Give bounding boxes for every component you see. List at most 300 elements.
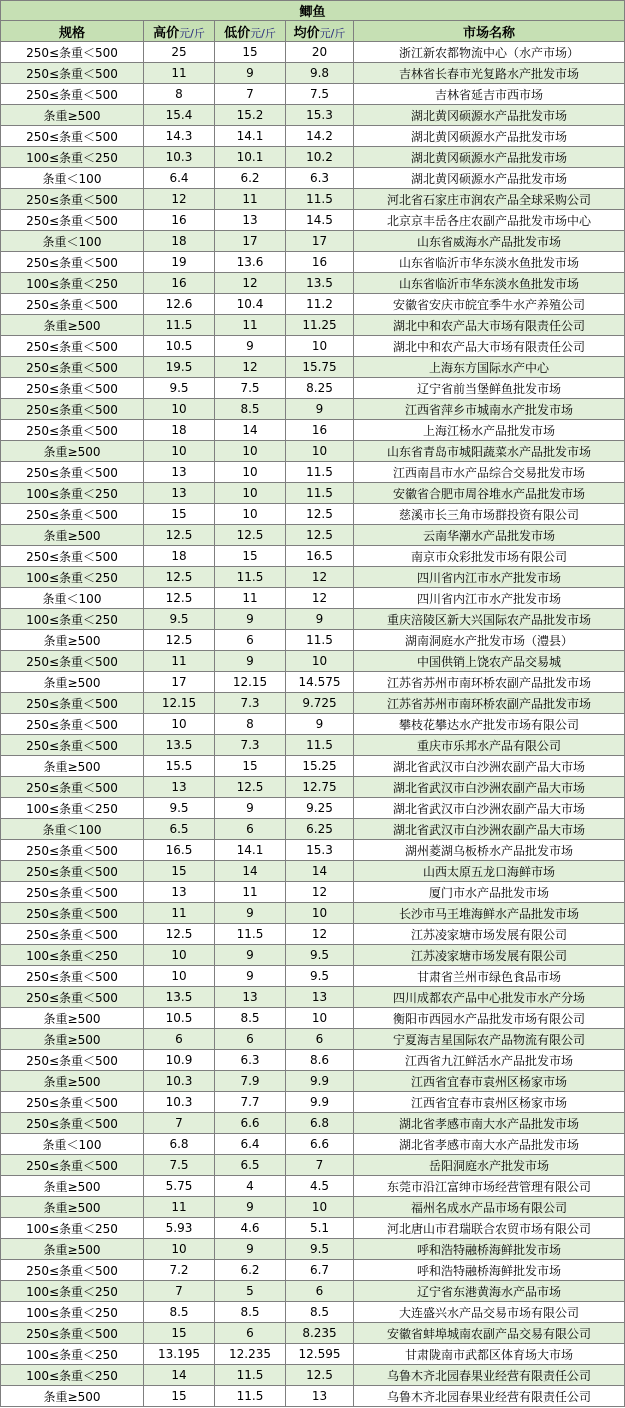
avg-price-cell: 11.25 bbox=[286, 315, 354, 336]
market-name-cell: 辽宁省前当堡鲜鱼批发市场 bbox=[354, 378, 625, 399]
high-price-cell: 11 bbox=[144, 63, 215, 84]
high-price-cell: 10.5 bbox=[144, 1008, 215, 1029]
spec-cell: 100≤条重＜250 bbox=[1, 1218, 144, 1239]
market-name-cell: 吉林省长春市光复路水产批发市场 bbox=[354, 63, 625, 84]
high-price-cell: 19.5 bbox=[144, 357, 215, 378]
high-price-cell: 7 bbox=[144, 1281, 215, 1302]
avg-price-cell: 7 bbox=[286, 1155, 354, 1176]
market-name-cell: 湖北黄冈硕源水产品批发市场 bbox=[354, 105, 625, 126]
table-row bbox=[1, 315, 625, 336]
low-price-cell: 9 bbox=[215, 1239, 286, 1260]
table-row bbox=[1, 252, 625, 273]
market-name-cell: 上海江杨水产品批发市场 bbox=[354, 420, 625, 441]
high-price-cell: 14.3 bbox=[144, 126, 215, 147]
low-price-cell: 9 bbox=[215, 945, 286, 966]
spec-cell: 250≤条重＜500 bbox=[1, 693, 144, 714]
avg-price-cell: 9.725 bbox=[286, 693, 354, 714]
market-name-cell: 山东省威海水产品批发市场 bbox=[354, 231, 625, 252]
spec-cell: 250≤条重＜500 bbox=[1, 294, 144, 315]
market-name-cell: 重庆涪陵区新大兴国际农产品批发市场 bbox=[354, 609, 625, 630]
high-price-cell: 6.8 bbox=[144, 1134, 215, 1155]
avg-price-cell: 15.75 bbox=[286, 357, 354, 378]
table-row bbox=[1, 1008, 625, 1029]
spec-cell: 100≤条重＜250 bbox=[1, 567, 144, 588]
spec-cell: 250≤条重＜500 bbox=[1, 840, 144, 861]
high-price-cell: 18 bbox=[144, 420, 215, 441]
high-price-cell: 8 bbox=[144, 84, 215, 105]
high-price-cell: 10.3 bbox=[144, 147, 215, 168]
market-name-cell: 慈溪市长三角市场群投资有限公司 bbox=[354, 504, 625, 525]
low-price-cell: 10.1 bbox=[215, 147, 286, 168]
spec-cell: 100≤条重＜250 bbox=[1, 1344, 144, 1365]
spec-cell: 100≤条重＜250 bbox=[1, 1365, 144, 1386]
market-name-cell: 上海东方国际水产中心 bbox=[354, 357, 625, 378]
low-price-cell: 6.4 bbox=[215, 1134, 286, 1155]
avg-price-cell: 10 bbox=[286, 903, 354, 924]
low-price-cell: 14.1 bbox=[215, 126, 286, 147]
spec-cell: 条重≥500 bbox=[1, 1239, 144, 1260]
market-name-cell: 湖北黄冈硕源水产品批发市场 bbox=[354, 168, 625, 189]
high-price-cell: 9.5 bbox=[144, 609, 215, 630]
market-name-cell: 攀枝花攀达水产批发市场有限公司 bbox=[354, 714, 625, 735]
low-price-cell: 12 bbox=[215, 357, 286, 378]
avg-price-cell: 9.25 bbox=[286, 798, 354, 819]
table-row bbox=[1, 1197, 625, 1218]
avg-price-cell: 6.25 bbox=[286, 819, 354, 840]
high-price-cell: 10 bbox=[144, 966, 215, 987]
market-name-cell: 湖北省武汉市白沙洲农副产品大市场 bbox=[354, 819, 625, 840]
high-price-cell: 10.3 bbox=[144, 1071, 215, 1092]
table-row bbox=[1, 840, 625, 861]
avg-price-cell: 9.5 bbox=[286, 945, 354, 966]
market-name-cell: 中国供销上饶农产品交易城 bbox=[354, 651, 625, 672]
avg-price-cell: 9.9 bbox=[286, 1092, 354, 1113]
table-row bbox=[1, 147, 625, 168]
low-price-cell: 10 bbox=[215, 483, 286, 504]
spec-header: 规格 bbox=[1, 21, 144, 42]
low-price-cell: 12 bbox=[215, 273, 286, 294]
avg-price-cell: 6.3 bbox=[286, 168, 354, 189]
avg-price-cell: 10 bbox=[286, 336, 354, 357]
high-price-cell: 7 bbox=[144, 1113, 215, 1134]
avg-price-cell: 11.5 bbox=[286, 189, 354, 210]
low-price-cell: 14 bbox=[215, 861, 286, 882]
table-row bbox=[1, 210, 625, 231]
low-price-cell: 9 bbox=[215, 798, 286, 819]
table-row bbox=[1, 903, 625, 924]
table-row bbox=[1, 84, 625, 105]
spec-cell: 条重＜100 bbox=[1, 168, 144, 189]
table-row bbox=[1, 399, 625, 420]
avg-price-cell: 11.5 bbox=[286, 735, 354, 756]
low-price-cell: 5 bbox=[215, 1281, 286, 1302]
spec-cell: 100≤条重＜250 bbox=[1, 1302, 144, 1323]
table-row bbox=[1, 651, 625, 672]
spec-cell: 条重≥500 bbox=[1, 1176, 144, 1197]
spec-cell: 100≤条重＜250 bbox=[1, 273, 144, 294]
market-name-cell: 湖北省武汉市白沙洲农副产品大市场 bbox=[354, 777, 625, 798]
high-price-cell: 13 bbox=[144, 483, 215, 504]
avg-price-cell: 13 bbox=[286, 1386, 354, 1407]
market-name-cell: 山东省青岛市城阳蔬菜水产品批发市场 bbox=[354, 441, 625, 462]
high-price-cell: 10.3 bbox=[144, 1092, 215, 1113]
table-row bbox=[1, 1155, 625, 1176]
table-row bbox=[1, 1134, 625, 1155]
table-row bbox=[1, 441, 625, 462]
high-price-cell: 12.5 bbox=[144, 525, 215, 546]
table-row bbox=[1, 567, 625, 588]
high-price-cell: 12.6 bbox=[144, 294, 215, 315]
avg-price-cell: 6.7 bbox=[286, 1260, 354, 1281]
low-price-cell: 6 bbox=[215, 630, 286, 651]
low-price-cell: 6 bbox=[215, 1323, 286, 1344]
spec-cell: 条重≥500 bbox=[1, 756, 144, 777]
spec-cell: 条重≥500 bbox=[1, 1197, 144, 1218]
low-price-cell: 10 bbox=[215, 462, 286, 483]
low-price-cell: 6.3 bbox=[215, 1050, 286, 1071]
market-name-cell: 岳阳洞庭水产批发市场 bbox=[354, 1155, 625, 1176]
high-price-cell: 13 bbox=[144, 462, 215, 483]
table-row bbox=[1, 1071, 625, 1092]
spec-cell: 250≤条重＜500 bbox=[1, 504, 144, 525]
avg-price-cell: 8.235 bbox=[286, 1323, 354, 1344]
spec-cell: 100≤条重＜250 bbox=[1, 147, 144, 168]
table-row bbox=[1, 294, 625, 315]
high-price-cell: 9.5 bbox=[144, 378, 215, 399]
table-row bbox=[1, 735, 625, 756]
spec-cell: 250≤条重＜500 bbox=[1, 357, 144, 378]
table-row bbox=[1, 462, 625, 483]
low-price-cell: 9 bbox=[215, 1197, 286, 1218]
low-price-cell: 10 bbox=[215, 504, 286, 525]
market-name-cell: 吉林省延吉市西市场 bbox=[354, 84, 625, 105]
low-price-cell: 4.6 bbox=[215, 1218, 286, 1239]
avg-price-cell: 9 bbox=[286, 609, 354, 630]
low-price-cell: 15 bbox=[215, 546, 286, 567]
avg-price-cell: 12.5 bbox=[286, 1365, 354, 1386]
low-price-cell: 11.5 bbox=[215, 1386, 286, 1407]
avg-price-cell: 9 bbox=[286, 714, 354, 735]
market-name-cell: 南京市众彩批发市场有限公司 bbox=[354, 546, 625, 567]
avg-price-cell: 6 bbox=[286, 1029, 354, 1050]
market-name-cell: 安徽省蚌埠城南农副产品交易有限公司 bbox=[354, 1323, 625, 1344]
low-price-cell: 11 bbox=[215, 882, 286, 903]
spec-cell: 100≤条重＜250 bbox=[1, 798, 144, 819]
spec-cell: 250≤条重＜500 bbox=[1, 336, 144, 357]
high-price-cell: 12.15 bbox=[144, 693, 215, 714]
high-price-cell: 16 bbox=[144, 273, 215, 294]
table-row bbox=[1, 714, 625, 735]
table-row bbox=[1, 924, 625, 945]
low-price-cell: 9 bbox=[215, 609, 286, 630]
market-name-cell: 呼和浩特融桥海鲜批发市场 bbox=[354, 1239, 625, 1260]
high-price-cell: 9.5 bbox=[144, 798, 215, 819]
market-name-cell: 江苏凌家塘市场发展有限公司 bbox=[354, 945, 625, 966]
market-name-cell: 江西省萍乡市城南水产批发市场 bbox=[354, 399, 625, 420]
low-price-cell: 11.5 bbox=[215, 1365, 286, 1386]
market-name-cell: 大连盛兴水产品交易市场有限公司 bbox=[354, 1302, 625, 1323]
table-row bbox=[1, 1302, 625, 1323]
low-price-cell: 15 bbox=[215, 42, 286, 63]
high-price-cell: 10 bbox=[144, 945, 215, 966]
market-name-cell: 甘肃陇南市武都区体育场大市场 bbox=[354, 1344, 625, 1365]
spec-cell: 条重≥500 bbox=[1, 525, 144, 546]
spec-cell: 条重≥500 bbox=[1, 1029, 144, 1050]
spec-cell: 250≤条重＜500 bbox=[1, 966, 144, 987]
spec-cell: 250≤条重＜500 bbox=[1, 714, 144, 735]
table-row bbox=[1, 231, 625, 252]
market-name-cell: 江苏省苏州市南环桥农副产品批发市场 bbox=[354, 672, 625, 693]
avg-price-cell: 15.3 bbox=[286, 105, 354, 126]
market-name-cell: 江西南昌市水产品综合交易批发市场 bbox=[354, 462, 625, 483]
low-price-cell: 13.6 bbox=[215, 252, 286, 273]
table-row bbox=[1, 63, 625, 84]
market-name-cell: 江西省九江鲜活水产品批发市场 bbox=[354, 1050, 625, 1071]
table-row bbox=[1, 420, 625, 441]
avg-price-unit: 元/斤 bbox=[319, 26, 346, 40]
avg-price-cell: 9 bbox=[286, 399, 354, 420]
market-name-cell: 乌鲁木齐北园春果业经营有限责任公司 bbox=[354, 1386, 625, 1407]
low-price-cell: 11 bbox=[215, 315, 286, 336]
market-name-cell: 江西省宜春市袁州区杨家市场 bbox=[354, 1071, 625, 1092]
table-row bbox=[1, 1029, 625, 1050]
market-name-cell: 湖北省武汉市白沙洲农副产品大市场 bbox=[354, 798, 625, 819]
spec-cell: 100≤条重＜250 bbox=[1, 609, 144, 630]
table-row bbox=[1, 882, 625, 903]
avg-price-cell: 12.5 bbox=[286, 525, 354, 546]
spec-cell: 250≤条重＜500 bbox=[1, 42, 144, 63]
table-row bbox=[1, 126, 625, 147]
table-row bbox=[1, 1323, 625, 1344]
spec-cell: 250≤条重＜500 bbox=[1, 378, 144, 399]
low-price-cell: 9 bbox=[215, 966, 286, 987]
market-name-cell: 河北唐山市君瑞联合农贸市场有限公司 bbox=[354, 1218, 625, 1239]
high-price-cell: 10.9 bbox=[144, 1050, 215, 1071]
spec-cell: 250≤条重＜500 bbox=[1, 735, 144, 756]
avg-price-cell: 5.1 bbox=[286, 1218, 354, 1239]
high-price-cell: 11 bbox=[144, 903, 215, 924]
avg-price-cell: 7.5 bbox=[286, 84, 354, 105]
high-price-cell: 15 bbox=[144, 504, 215, 525]
market-name-cell: 湖州菱湖乌板桥水产品批发市场 bbox=[354, 840, 625, 861]
avg-price-cell: 14.2 bbox=[286, 126, 354, 147]
table-row bbox=[1, 609, 625, 630]
low-price-cell: 13 bbox=[215, 210, 286, 231]
avg-price-cell: 12 bbox=[286, 567, 354, 588]
table-row bbox=[1, 504, 625, 525]
spec-cell: 条重≥500 bbox=[1, 1071, 144, 1092]
table-row bbox=[1, 525, 625, 546]
high-price-cell: 13.5 bbox=[144, 735, 215, 756]
avg-price-cell: 6.8 bbox=[286, 1113, 354, 1134]
high-price-cell: 7.2 bbox=[144, 1260, 215, 1281]
avg-price-cell: 8.25 bbox=[286, 378, 354, 399]
high-price-cell: 13.195 bbox=[144, 1344, 215, 1365]
low-price-cell: 7 bbox=[215, 84, 286, 105]
spec-cell: 250≤条重＜500 bbox=[1, 777, 144, 798]
low-price-cell: 8.5 bbox=[215, 1302, 286, 1323]
high-price-cell: 10 bbox=[144, 714, 215, 735]
market-name-cell: 福州名成水产品市场有限公司 bbox=[354, 1197, 625, 1218]
high-price-cell: 13 bbox=[144, 882, 215, 903]
high-price-header bbox=[144, 21, 215, 42]
spec-cell: 250≤条重＜500 bbox=[1, 63, 144, 84]
avg-price-cell: 16 bbox=[286, 420, 354, 441]
low-price-cell: 17 bbox=[215, 231, 286, 252]
spec-cell: 250≤条重＜500 bbox=[1, 210, 144, 231]
spec-cell: 250≤条重＜500 bbox=[1, 399, 144, 420]
high-price-cell: 6.5 bbox=[144, 819, 215, 840]
table-row bbox=[1, 189, 625, 210]
avg-price-cell: 10 bbox=[286, 1008, 354, 1029]
market-name-cell: 河北省石家庄市润农产品全球采购公司 bbox=[354, 189, 625, 210]
spec-cell: 条重≥500 bbox=[1, 441, 144, 462]
spec-cell: 250≤条重＜500 bbox=[1, 903, 144, 924]
low-price-cell: 9 bbox=[215, 63, 286, 84]
market-name-cell: 辽宁省东港黄海水产品市场 bbox=[354, 1281, 625, 1302]
high-price-cell: 14 bbox=[144, 1365, 215, 1386]
avg-price-cell: 10 bbox=[286, 1197, 354, 1218]
high-price-cell: 19 bbox=[144, 252, 215, 273]
spec-cell: 250≤条重＜500 bbox=[1, 84, 144, 105]
table-row bbox=[1, 1050, 625, 1071]
high-price-cell: 12.5 bbox=[144, 924, 215, 945]
high-price-cell: 7.5 bbox=[144, 1155, 215, 1176]
low-price-cell: 7.3 bbox=[215, 735, 286, 756]
low-price-header bbox=[215, 21, 286, 42]
spec-cell: 条重≥500 bbox=[1, 630, 144, 651]
spec-cell: 250≤条重＜500 bbox=[1, 546, 144, 567]
table-row bbox=[1, 966, 625, 987]
spec-cell: 250≤条重＜500 bbox=[1, 924, 144, 945]
market-name-cell: 北京京丰岳各庄农副产品批发市场中心 bbox=[354, 210, 625, 231]
high-price-cell: 17 bbox=[144, 672, 215, 693]
low-price-cell: 15 bbox=[215, 756, 286, 777]
high-price-cell: 12 bbox=[144, 189, 215, 210]
low-price-cell: 12.5 bbox=[215, 525, 286, 546]
low-price-cell: 7.5 bbox=[215, 378, 286, 399]
high-price-cell: 10 bbox=[144, 441, 215, 462]
low-price-cell: 14.1 bbox=[215, 840, 286, 861]
high-price-cell: 10.5 bbox=[144, 336, 215, 357]
avg-price-cell: 6 bbox=[286, 1281, 354, 1302]
low-price-cell: 15.2 bbox=[215, 105, 286, 126]
avg-price-cell: 15.3 bbox=[286, 840, 354, 861]
low-price-cell: 8.5 bbox=[215, 399, 286, 420]
avg-price-label: 均价 bbox=[293, 25, 320, 41]
market-name-cell: 湖北黄冈硕源水产品批发市场 bbox=[354, 147, 625, 168]
avg-price-cell: 12 bbox=[286, 924, 354, 945]
avg-price-cell: 12 bbox=[286, 882, 354, 903]
high-price-cell: 5.75 bbox=[144, 1176, 215, 1197]
low-price-cell: 6.6 bbox=[215, 1113, 286, 1134]
avg-price-cell: 16 bbox=[286, 252, 354, 273]
spec-cell: 250≤条重＜500 bbox=[1, 1260, 144, 1281]
avg-price-cell: 10.2 bbox=[286, 147, 354, 168]
spec-cell: 条重≥500 bbox=[1, 1386, 144, 1407]
spec-cell: 250≤条重＜500 bbox=[1, 126, 144, 147]
table-row bbox=[1, 798, 625, 819]
high-price-cell: 13 bbox=[144, 777, 215, 798]
market-name-cell: 山东省临沂市华东淡水鱼批发市场 bbox=[354, 252, 625, 273]
low-price-cell: 7.7 bbox=[215, 1092, 286, 1113]
high-price-cell: 6.4 bbox=[144, 168, 215, 189]
low-price-cell: 6.2 bbox=[215, 1260, 286, 1281]
high-price-cell: 15.4 bbox=[144, 105, 215, 126]
avg-price-cell: 14.5 bbox=[286, 210, 354, 231]
market-name-cell: 甘肃省兰州市绿色食品市场 bbox=[354, 966, 625, 987]
high-price-cell: 10 bbox=[144, 1239, 215, 1260]
table-row bbox=[1, 1239, 625, 1260]
table-row bbox=[1, 1386, 625, 1407]
spec-cell: 250≤条重＜500 bbox=[1, 882, 144, 903]
low-price-cell: 12.235 bbox=[215, 1344, 286, 1365]
high-price-cell: 12.5 bbox=[144, 588, 215, 609]
spec-cell: 250≤条重＜500 bbox=[1, 1155, 144, 1176]
table-row bbox=[1, 1344, 625, 1365]
low-price-cell: 11 bbox=[215, 588, 286, 609]
avg-price-header bbox=[286, 21, 354, 42]
low-price-cell: 10 bbox=[215, 441, 286, 462]
low-price-unit: 元/斤 bbox=[250, 26, 276, 40]
avg-price-cell: 12.75 bbox=[286, 777, 354, 798]
spec-cell: 条重＜100 bbox=[1, 588, 144, 609]
market-name-cell: 重庆市乐邦水产品有限公司 bbox=[354, 735, 625, 756]
high-price-cell: 25 bbox=[144, 42, 215, 63]
market-name-cell: 四川成都农产品中心批发市水产分场 bbox=[354, 987, 625, 1008]
avg-price-cell: 13 bbox=[286, 987, 354, 1008]
avg-price-cell: 9.8 bbox=[286, 63, 354, 84]
low-price-cell: 6 bbox=[215, 1029, 286, 1050]
avg-price-cell: 4.5 bbox=[286, 1176, 354, 1197]
low-price-cell: 9 bbox=[215, 336, 286, 357]
header-row bbox=[1, 21, 625, 42]
spec-cell: 条重≥500 bbox=[1, 315, 144, 336]
market-name-cell: 东莞市沿江富绅市场经营管理有限公司 bbox=[354, 1176, 625, 1197]
table-row bbox=[1, 819, 625, 840]
market-name-cell: 宁夏海吉星国际农产品物流有限公司 bbox=[354, 1029, 625, 1050]
high-price-cell: 6 bbox=[144, 1029, 215, 1050]
spec-cell: 条重≥500 bbox=[1, 105, 144, 126]
market-name-cell: 山西太原五龙口海鲜市场 bbox=[354, 861, 625, 882]
table-row bbox=[1, 945, 625, 966]
table-row bbox=[1, 588, 625, 609]
market-name-cell: 安徽省合肥市周谷堆水产品批发市场 bbox=[354, 483, 625, 504]
table-row bbox=[1, 1092, 625, 1113]
low-price-cell: 9 bbox=[215, 651, 286, 672]
market-name-cell: 衡阳市西园水产品批发市场有限公司 bbox=[354, 1008, 625, 1029]
low-price-cell: 7.9 bbox=[215, 1071, 286, 1092]
market-name-cell: 厦门市水产品批发市场 bbox=[354, 882, 625, 903]
high-price-cell: 16 bbox=[144, 210, 215, 231]
low-price-cell: 6.2 bbox=[215, 168, 286, 189]
high-price-unit: 元/斤 bbox=[179, 26, 205, 40]
table-row bbox=[1, 336, 625, 357]
high-price-cell: 15 bbox=[144, 1323, 215, 1344]
avg-price-cell: 20 bbox=[286, 42, 354, 63]
table-row bbox=[1, 105, 625, 126]
spec-cell: 250≤条重＜500 bbox=[1, 1092, 144, 1113]
low-price-cell: 10.4 bbox=[215, 294, 286, 315]
spec-cell: 250≤条重＜500 bbox=[1, 462, 144, 483]
high-price-cell: 12.5 bbox=[144, 630, 215, 651]
avg-price-cell: 8.5 bbox=[286, 1302, 354, 1323]
high-price-cell: 11 bbox=[144, 1197, 215, 1218]
table-row bbox=[1, 987, 625, 1008]
low-price-cell: 7.3 bbox=[215, 693, 286, 714]
spec-cell: 250≤条重＜500 bbox=[1, 651, 144, 672]
table-title: 鲫鱼 bbox=[1, 1, 625, 21]
